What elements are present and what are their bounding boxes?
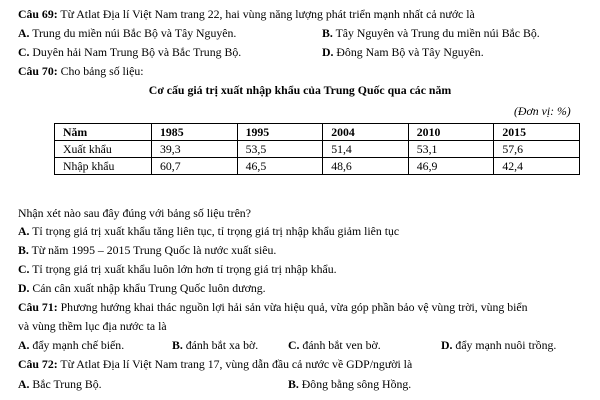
table-cell: Nhập khẩu: [55, 158, 152, 175]
option-key: A.: [18, 377, 30, 391]
option-71-b: [172, 338, 258, 352]
table-cell: Xuất khẩu: [55, 141, 152, 158]
option-71-d: [441, 338, 556, 352]
option-text: Đông bằng sông Hồng.: [298, 377, 412, 391]
option-70-a: [18, 224, 399, 238]
question-label: Câu 71:: [18, 300, 58, 314]
option-text: Tỉ trọng giá trị xuất khẩu tăng liên tục, tỉ trọng giá trị nhập khẩu giảm liên tục: [29, 224, 400, 238]
table-cell: 39,3: [152, 141, 238, 158]
table-header-cell: 2004: [323, 124, 409, 141]
question-text: Cho bảng số liệu:: [57, 64, 144, 78]
table-cell: 48,6: [323, 158, 409, 175]
question-72: [18, 357, 412, 371]
option-text: Duyên hải Nam Trung Bộ và Bắc Trung Bộ.: [29, 45, 242, 59]
question-label: Câu 70:: [18, 64, 58, 78]
option-71-a: [18, 338, 124, 352]
question-70: [18, 64, 144, 78]
option-text: đẩy mạnh nuôi trồng.: [452, 338, 557, 352]
data-table: [54, 123, 580, 175]
table-row: [55, 158, 580, 175]
option-text: Tây Nguyên và Trung du miền núi Bắc Bộ.: [332, 26, 540, 40]
option-text: Đông Nam Bộ và Tây Nguyên.: [333, 45, 484, 59]
option-69-d: [322, 45, 484, 59]
table-cell: 60,7: [152, 158, 238, 175]
option-70-d: [18, 281, 266, 295]
question-label: Câu 69:: [18, 7, 58, 21]
option-72-a: [18, 377, 102, 391]
option-key: A.: [18, 224, 30, 238]
option-70-c: [18, 262, 337, 276]
table-cell: 46,5: [237, 158, 323, 175]
option-text: Từ năm 1995 – 2015 Trung Quốc là nước xuất siêu.: [28, 243, 277, 257]
table-row: [55, 141, 580, 158]
table-unit: (Đơn vị: %): [514, 104, 571, 118]
option-key: D.: [18, 281, 30, 295]
question-69: [18, 7, 475, 21]
option-key: A.: [18, 338, 30, 352]
table-header-row: [55, 124, 580, 141]
option-key: C.: [18, 262, 30, 276]
option-key: D.: [322, 45, 334, 59]
option-69-c: [18, 45, 241, 59]
option-key: C.: [18, 45, 30, 59]
option-text: Bắc Trung Bộ.: [29, 377, 102, 391]
table-header-cell: 2015: [494, 124, 580, 141]
option-key: C.: [288, 338, 300, 352]
table-cell: 53,1: [408, 141, 494, 158]
option-text: Tỉ trọng giá trị xuất khẩu luôn lớn hơn tỉ trọng giá trị nhập khẩu.: [29, 262, 337, 276]
table-title: Cơ cấu giá trị xuất nhập khẩu của Trung Quốc qua các năm: [148, 83, 452, 97]
table-header-cell: 2010: [408, 124, 494, 141]
question-text: Phương hướng khai thác nguồn lợi hải sản vừa hiệu quả, vừa góp phần bảo vệ vùng trời, vùng biển: [57, 300, 528, 314]
option-text: Cán cân xuất nhập khẩu Trung Quốc luôn dương.: [29, 281, 266, 295]
option-70-b: [18, 243, 276, 257]
table-header-cell: Năm: [55, 124, 152, 141]
option-72-b: [288, 377, 411, 391]
option-key: A.: [18, 26, 30, 40]
question-70-prompt: Nhận xét nào sau đây đúng với bảng số liệu trên?: [18, 206, 251, 220]
option-text: đánh bắt xa bờ.: [182, 338, 259, 352]
option-key: D.: [441, 338, 453, 352]
option-69-a: [18, 26, 236, 40]
table-cell: 46,9: [408, 158, 494, 175]
table-cell: 57,6: [494, 141, 580, 158]
question-71-cont: và vùng thềm lục địa nước ta là: [18, 319, 167, 333]
question-label: Câu 72:: [18, 357, 58, 371]
option-text: Trung du miền núi Bắc Bộ và Tây Nguyên.: [29, 26, 237, 40]
option-key: B.: [322, 26, 333, 40]
question-text: Từ Atlat Địa lí Việt Nam trang 17, vùng dẫn đầu cả nước về GDP/người là: [57, 357, 413, 371]
option-key: B.: [18, 243, 29, 257]
table-cell: 53,5: [237, 141, 323, 158]
question-71: [18, 300, 528, 314]
option-71-c: [288, 338, 381, 352]
option-key: B.: [288, 377, 299, 391]
option-key: B.: [172, 338, 183, 352]
option-69-b: [322, 26, 540, 40]
option-text: đẩy mạnh chế biến.: [29, 338, 125, 352]
table-header-cell: 1995: [237, 124, 323, 141]
table-cell: 42,4: [494, 158, 580, 175]
table-header-cell: 1985: [152, 124, 238, 141]
option-text: đánh bắt ven bờ.: [299, 338, 381, 352]
table-cell: 51,4: [323, 141, 409, 158]
question-text: Từ Atlat Địa lí Việt Nam trang 22, hai vùng năng lượng phát triển mạnh nhất cả nước là: [57, 7, 475, 21]
